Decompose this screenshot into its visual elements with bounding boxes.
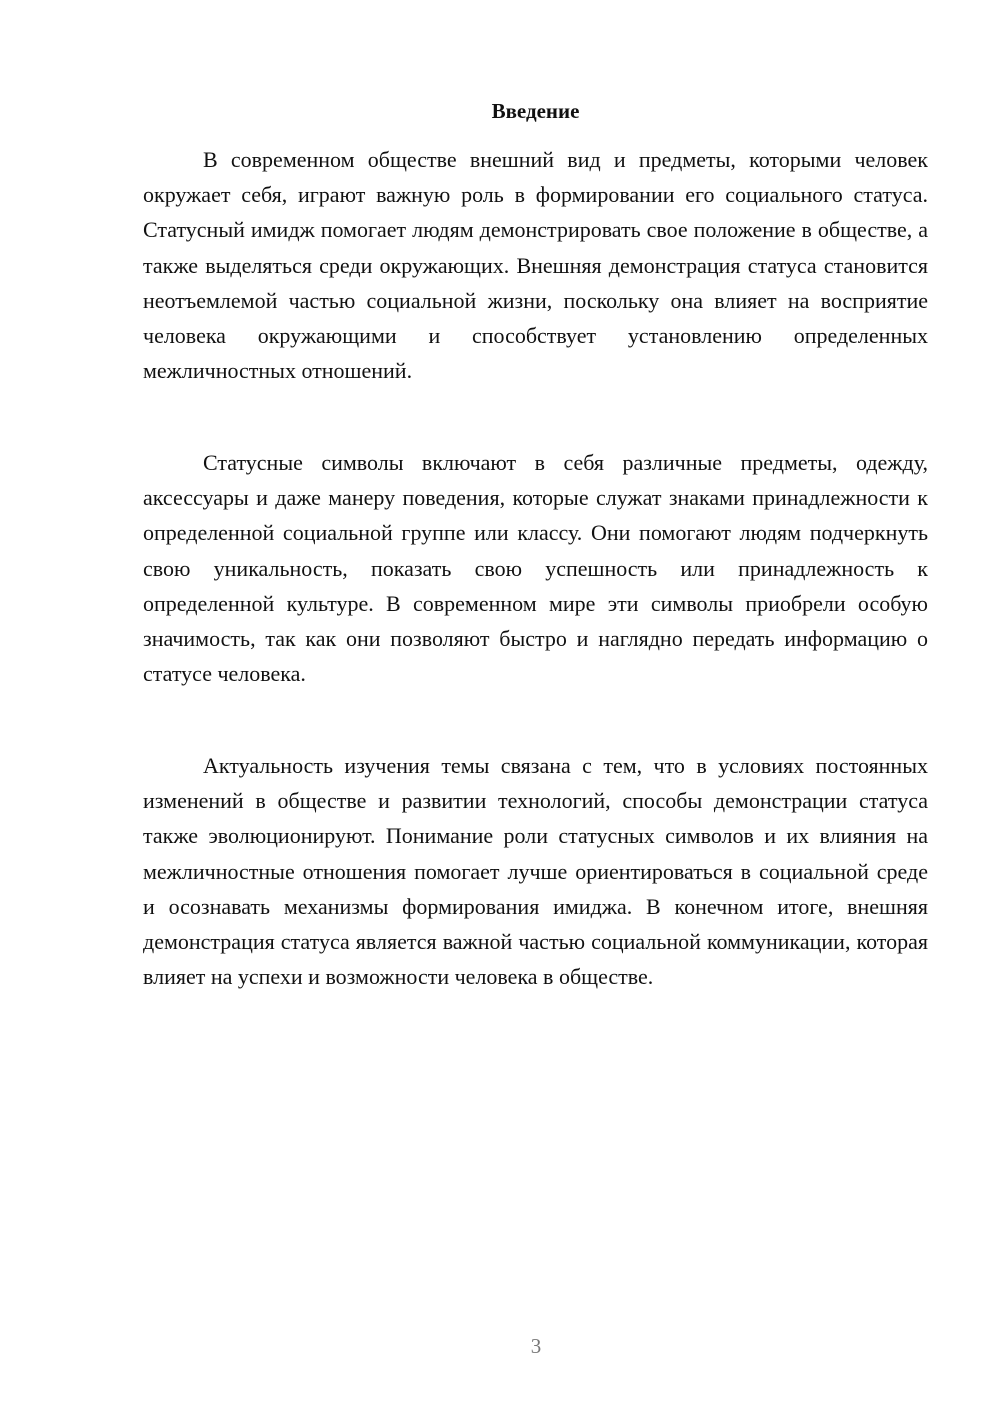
page-number: 3 — [530, 1334, 542, 1358]
section-heading: Введение — [491, 99, 580, 123]
paragraph-introduction: В современном обществе внешний вид и предметы, которыми человек окружает себя, играют важную роль в формировании его социального статуса. Статусный имидж помогает людям демонстрировать свое положение в обществе, а также выделяться среди окружающих. Внешняя демонстрация статуса становится неотъемлемой частью социальной жизни, поскольку она влияет на восприятие человека окружающими и способствует установлению определенных межличностных отношений. — [143, 147, 928, 384]
paragraph-status-symbols: Статусные символы включают в себя различные предметы, одежду, аксессуары и даже манеру поведения, которые служат знаками принадлежности к определенной социальной группе или классу. Они помогают людям подчеркнуть свою уникальность, показать свою успешность или принадлежность к определенной культуре. В современном мире эти символы приобрели особую значимость, так как они позволяют быстро и наглядно передать информацию о статусе человека. — [143, 450, 928, 687]
paragraph-relevance: Актуальность изучения темы связана с тем, что в условиях постоянных изменений в обществе и развитии технологий, способы демонстрации статуса также эволюционируют. Понимание роли статусных символов и их влияния на межличностные отношения помогает лучше ориентироваться в социальной среде и осознавать механизмы формирования имиджа. В конечном итоге, внешняя демонстрация статуса является важной частью социальной коммуникации, которая влияет на успехи и возможности человека в обществе. — [143, 753, 928, 990]
